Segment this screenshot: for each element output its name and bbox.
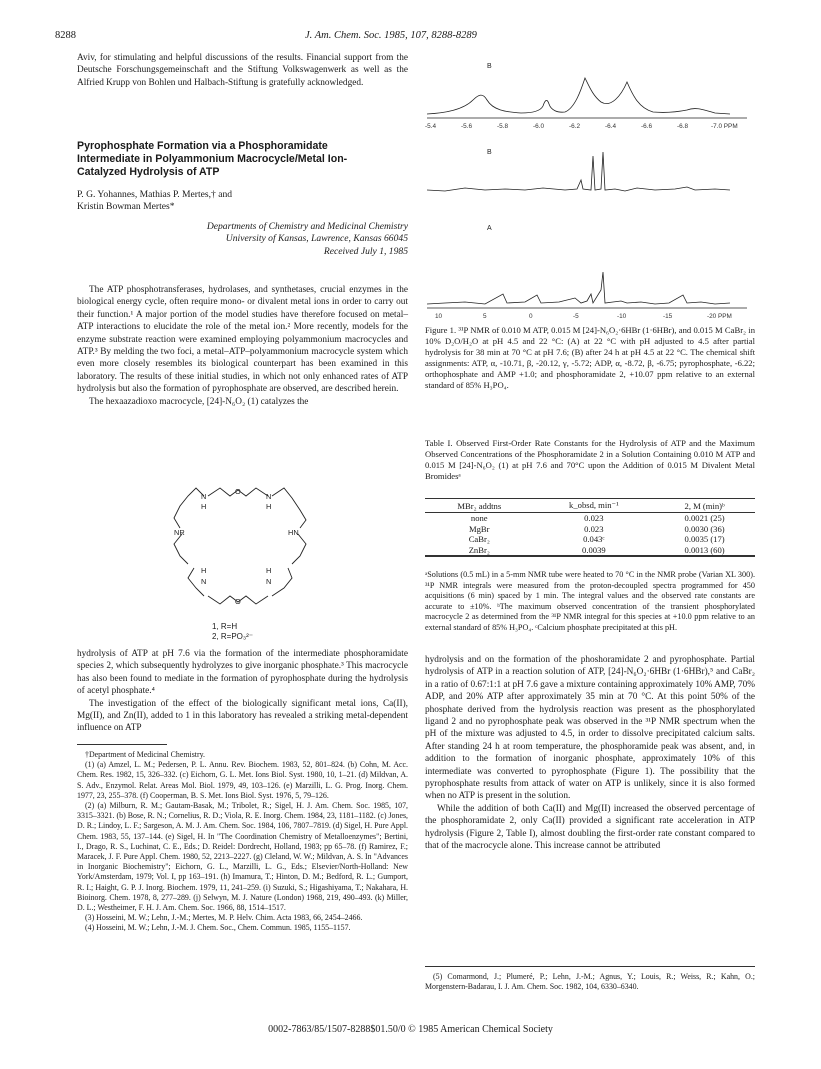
- body-left-top: [77, 284, 408, 408]
- top-tick-label: -6.4: [605, 123, 617, 130]
- table-row: [425, 524, 755, 535]
- body-paragraph-6: While the addition of both Ca(II) and Mg(II) increased the observed percentage of the phosphoramidate 2, only Ca(II) provided a significant rate acceleration in ATP hydrolysis (Figure 2, Table I), almost doubling the first-order rate constant compared to that of the macrocycle alone. This increase cannot be attributed: [425, 803, 755, 852]
- footnote-ref-5: (5) Comarmond, J.; Plumeré, P.; Lehn, J.-M.; Agnus, Y.; Louis, R.; Weiss, R.; Kahn, O.; Morgenstern-Badarau, I. J. Am. Chem. Soc. 1982, 104, 6330–6340.: [425, 972, 755, 992]
- running-header: J. Am. Chem. Soc. 1985, 107, 8288-8289: [305, 30, 477, 41]
- structure-label: H: [201, 502, 207, 511]
- structure-label: N: [266, 577, 272, 586]
- bottom-tick-label: 5: [483, 313, 487, 320]
- authors: [77, 189, 408, 214]
- compound-2-label: 2, R=PO₃²⁻: [212, 632, 254, 641]
- table-1-footnote: ᵃSolutions (0.5 mL) in a 5-mm NMR tube were heated to 70 °C in the NMR probe (Varian XL 300). ³¹P NMR integrals were measured from the proton-decoupled spectra programmed for 450 acquisitions (6 min) spaced by 1 min. The integral values and the observed rate constants are accurate to ±10%. ᵇThe maximum observed concentration of the transient phosphorylated macrocycle 2 as determined from the ³¹P NMR integral for this species at +10.0 ppm relative to an external standard of 85% H₃PO₄. ᶜCalcium phosphate precipitated at this pH.: [425, 570, 755, 632]
- body-right: [425, 654, 755, 853]
- table-header-cell: MBr₂ addtns: [457, 500, 502, 511]
- structure-label: N: [201, 577, 207, 586]
- body-paragraph-2: The hexaazadioxo macrocycle, [24]-N₆O₂ (1) catalyzes the: [89, 396, 309, 407]
- bottom-tick-label: 10: [435, 313, 443, 320]
- table-cell: 0.0030 (36): [684, 523, 725, 534]
- bottom-tick-label: -15: [663, 313, 673, 320]
- table-header-row: [425, 499, 755, 513]
- structure-label: H: [266, 502, 272, 511]
- structure-label: O: [235, 597, 241, 606]
- spectrum-b-trace: [427, 152, 730, 191]
- bottom-tick-label: -20 PPM: [707, 313, 732, 320]
- body-left-bottom: [77, 648, 408, 735]
- top-tick-label: -7.0 PPM: [711, 123, 738, 130]
- compound-labels: [212, 622, 253, 642]
- table-header-cell: 2, M (min)ᵇ: [684, 500, 725, 511]
- acknowledgment-text: Aviv, for stimulating and helpful discussions of the results. Financial support from the Deutsche Forschungsgemeinschaft and the Stiftung Volkswagenwerk as well as the Alfried Krupp von Bohlen und Halbach-Stiftung is gratefully acknowledged.: [77, 53, 408, 88]
- structure-label: N: [201, 492, 207, 501]
- article-title: Pyrophosphate Formation via a Phosphoramidate Intermediate in Polyammonium Macrocycle/Metal Ion-Catalyzed Hydrolysis of ATP: [77, 140, 348, 178]
- bottom-tick-label: -10: [617, 313, 627, 320]
- footnote-ref-3: (3) Hosseini, M. W.; Lehn, J.-M.; Mertes, M. P. Helv. Chim. Acta 1983, 66, 2454–2466.: [85, 913, 363, 923]
- panel-label-b: B: [487, 149, 492, 156]
- figure-1-caption: Figure 1. ³¹P NMR of 0.010 M ATP, 0.015 M [24]-N₆O₂·6HBr (1·6HBr), and 0.015 M CaBr₂ in 10% D₂O/H₂O at pH 4.5 and 22 °C: (A) at 22 °C with pH adjusted to 4.5 after partial hydrolysis for 38 min at 70 °C at pH 7.6; (B) after 24 h at pH 4.5 at 22 °C. The chemical shift assignments: ATP, α, -10.71, β, -20.12, γ, -5.72; ADP, α, -8.72, β, -6.75; pyrophosphate, -6.22; orthophosphate and AMP +1.0; and phosphoramidate 2, +10.07 ppm relative to an external standard of 85% H₃PO₄.: [425, 325, 755, 390]
- structure-label: HN: [288, 528, 299, 537]
- top-tick-label: -6.6: [641, 123, 653, 130]
- top-tick-label: -6.2: [569, 123, 581, 130]
- expanded-spectrum-trace: [427, 78, 730, 114]
- body-paragraph-4: The investigation of the effect of the biologically significant metal ions, Ca(II), Mg(II), and Zn(II), added to 1 in this laboratory has revealed a striking metal-dependent influence on ATP: [77, 698, 408, 734]
- structure-label: O: [235, 487, 241, 496]
- footnotes-right: [425, 972, 755, 992]
- panel-label-a: A: [487, 225, 492, 232]
- acknowledgment-paragraph: [77, 52, 408, 89]
- top-tick-label: -5.6: [461, 123, 473, 130]
- structure-label: N: [266, 492, 272, 501]
- footnotes-left: [77, 750, 408, 934]
- bottom-axis-ticks: [435, 313, 732, 320]
- footnote-ref-4: (4) Hosseini, M. W.; Lehn, J.-M. J. Chem. Soc., Chem. Commun. 1985, 1155–1157.: [85, 923, 351, 933]
- affiliation-line-1: Departments of Chemistry and Medicinal Chemistry: [206, 221, 408, 232]
- top-tick-label: -5.4: [425, 123, 437, 130]
- compound-1-label: 1, R=H: [212, 622, 238, 631]
- table-1: [425, 498, 755, 557]
- top-tick-label: -6.0: [533, 123, 545, 130]
- top-tick-label: -5.8: [497, 123, 509, 130]
- table-cell: 0.023: [584, 523, 604, 534]
- table-cell: 0.0035 (17): [684, 534, 725, 545]
- table-cell: CaBr₂: [468, 534, 490, 545]
- rate-constant-table: [425, 499, 755, 556]
- table-cell: ZnBr₂: [468, 544, 490, 555]
- bottom-tick-label: -5: [573, 313, 579, 320]
- footnote-ref-1: (1) (a) Amzel, L. M.; Pedersen, P. L. Annu. Rev. Biochem. 1983, 52, 801–824. (b) Cohn, M. Acc. Chem. Res. 1982, 15, 326–332. (c) Eichorn, G. L. Met. Ions Biol. Syst. 1980, 10, 1–21. (d) Mildvan, A. S. Adv., Enzymol. Relat. Areas Mol. Biol. 1979, 49, 103–126. (e) Marzilli, L. G. Prog. Inorg. Chem. 1977, 23, 255–378. (f) Cooperman, B. S. Met. Ions Biol. Syst. 1976, 5, 79–126.: [77, 760, 408, 800]
- received-date: Received July 1, 1985: [323, 245, 408, 257]
- affiliation-line-2: University of Kansas, Lawrence, Kansas 66045: [225, 233, 408, 245]
- body-paragraph-1: The ATP phosphotransferases, hydrolases, and synthetases, crucial enzymes in the biological energy cycle, often require mono- or divalent metal ions in order to carry out their function.¹ A major portion of the model studies have therefore focused on metal–ATP interactions to elucidate the role of the metal ion.² More recently, models for the enzyme substrate reaction were examined employing polyammonium macrocycles and ATP.³ By melding the two foci, a metal–ATP–polyammonium macrocycle system which even more closely resembles its biological counterpart has been examined in this laboratory. The results of these initial studies, in which not only enhanced rates of ATP hydrolysis but also the formation of pyrophosphate are observed, are described herein.: [77, 285, 408, 395]
- table-1-title: Table I. Observed First-Order Rate Constants for the Hydrolysis of ATP and the Maximum Observed Concentrations of the Phosphoramidate 2 in a Solution Containing 0.010 M ATP and 0.015 M [24]-N₆O₂ (1) at pH 7.6 and 70°C upon the Addition of 0.015 M Divalent Metal Bromidesᵃ: [425, 438, 755, 481]
- footnote-rule: [77, 744, 167, 745]
- macrocycle-structure: [160, 478, 320, 618]
- page-number: 8288: [55, 30, 76, 41]
- affiliation: [140, 221, 408, 258]
- bottom-tick-label: 0: [529, 313, 533, 320]
- structure-label: H: [266, 566, 272, 575]
- table-header-cell: k_obsd, min⁻¹: [569, 500, 619, 510]
- table-row: [425, 513, 755, 524]
- structure-label: NR: [174, 528, 185, 537]
- top-axis-ticks: [425, 123, 738, 130]
- table-cell: 0.0013 (60): [684, 544, 725, 555]
- footnote-rule-right: [425, 966, 755, 967]
- authors-line-2: Kristin Bowman Mertes*: [77, 201, 175, 213]
- page-footer: 0002-7863/85/1507-8288$01.50/0 © 1985 American Chemical Society: [268, 1024, 553, 1035]
- spectrum-a-trace: [427, 272, 730, 304]
- panel-label-top: B: [487, 63, 492, 70]
- structure-label: H: [201, 566, 207, 575]
- body-paragraph-5: hydrolysis and on the formation of the phoshoramidate 2 and pyrophosphate. Partial hydrolysis of ATP in a reaction solution of ATP, [24]-N₆O₂·6HBr (1·6HBr),⁵ and CaBr₂ in a ratio of 0.67:1:1 at pH 7.6 gave a mixture containing approximately 10% AMP, 70% ADP, and 20% ATP after approximately 35 min at 70 °C. At this point 50% of the phosphate derived from the hydrolysis reaction was present as the phosphorylated ligand 2 and no pyrophosphate peak was observed in the ³¹P NMR spectrum when the pH of the mixture was adjusted to 4.5, in order to dissolve precipitated calcium salts. After standing 24 h at room temperature, the phosphoramide peak was absent, and, in addition to the formation of inorganic phosphate, approximately 10% of this intermediate was converted to pyrophosphate (Figure 1). The possibility that the pyrophosphate results from attack of water on ATP is unlikely, since it is also formed when no ATP is present in the solution.: [425, 655, 755, 802]
- authors-line-1: P. G. Yohannes, Mathias P. Mertes,† and: [77, 189, 233, 200]
- table-cell: none: [470, 513, 488, 523]
- table-cell: 0.043ᶜ: [583, 534, 605, 545]
- table-cell: 0.0021 (25): [684, 513, 725, 523]
- top-tick-label: -6.8: [677, 123, 689, 130]
- figure-1-nmr-spectra: [425, 52, 755, 320]
- footnote-ref-2: (2) (a) Milburn, R. M.; Gautam-Basak, M.; Tribolet, R.; Sigel, H. J. Am. Chem. Soc. 1985, 107, 3315–3321. (b) Bose, R. N.; Cornelius, R. D.; Viola, R. E. Inorg. Chem. 1984, 23, 1181–1182. (c) Jones, D. R.; Lindoy, L. F.; Sargeson, A. M. J. Am. Chem. Soc. 1984, 106, 7807–7819. (d) Sigel, H. Pure Appl. Chem. 1983, 55, 137–144. (e) Sigel, H. In "The Coordination Chemistry of Metalloenzymes"; Bertini, I., Drago, R. S., Luchinat, C. E., Eds.; D. Reidel: Dordrecht, Holland, 1983; pp 65–78. (f) Ramirez, F.; Maracek, J. F. Pure Appl. Chem. 1980, 52, 2213–2227. (g) Cleland, W. W.; Mildvan, A. S. In "Advances in Inorganic Biochemistry"; Eichorn, G. L., Marzilli, L. G., Eds.; Elsevier/North-Holland: New York/Amsterdam, 1979; Vol. I, pp 163–191. (h) Imamura, T.; Hinton, D. M.; Bedford, R. L.; Gumport, R. I.; Haight, G. P. J. Inorg. Biochem. 1979, 11, 241–259. (i) Suzuki, S.; Higashiyama, T.; Nakahara, H. Bioinorg. Chem. 1978, 8, 277–289. (j) Selwyn, M. J. Nature (London) 1968, 219, 490–493. (k) Miller, D. L.; Westheimer, F. H. J. Am. Chem. Soc. 1966, 88, 1514–1517.: [77, 801, 408, 913]
- table-cell: MgBr: [468, 523, 490, 534]
- table-cell: 0.0039: [582, 544, 606, 555]
- footnote-dagger: †Department of Medicinal Chemistry.: [85, 750, 206, 759]
- body-paragraph-3: hydrolysis of ATP at pH 7.6 via the formation of the intermediate phosphoramidate species 2, which subsequently hydrolyzes to give inorganic phosphate.³ This macrocycle has also been found to mediate in the formation of pyrophosphate during the hydrolysis of acetyl phosphate.⁴: [77, 649, 408, 697]
- table-row: [425, 534, 755, 545]
- table-cell: 0.023: [584, 513, 604, 523]
- table-row: [425, 545, 755, 556]
